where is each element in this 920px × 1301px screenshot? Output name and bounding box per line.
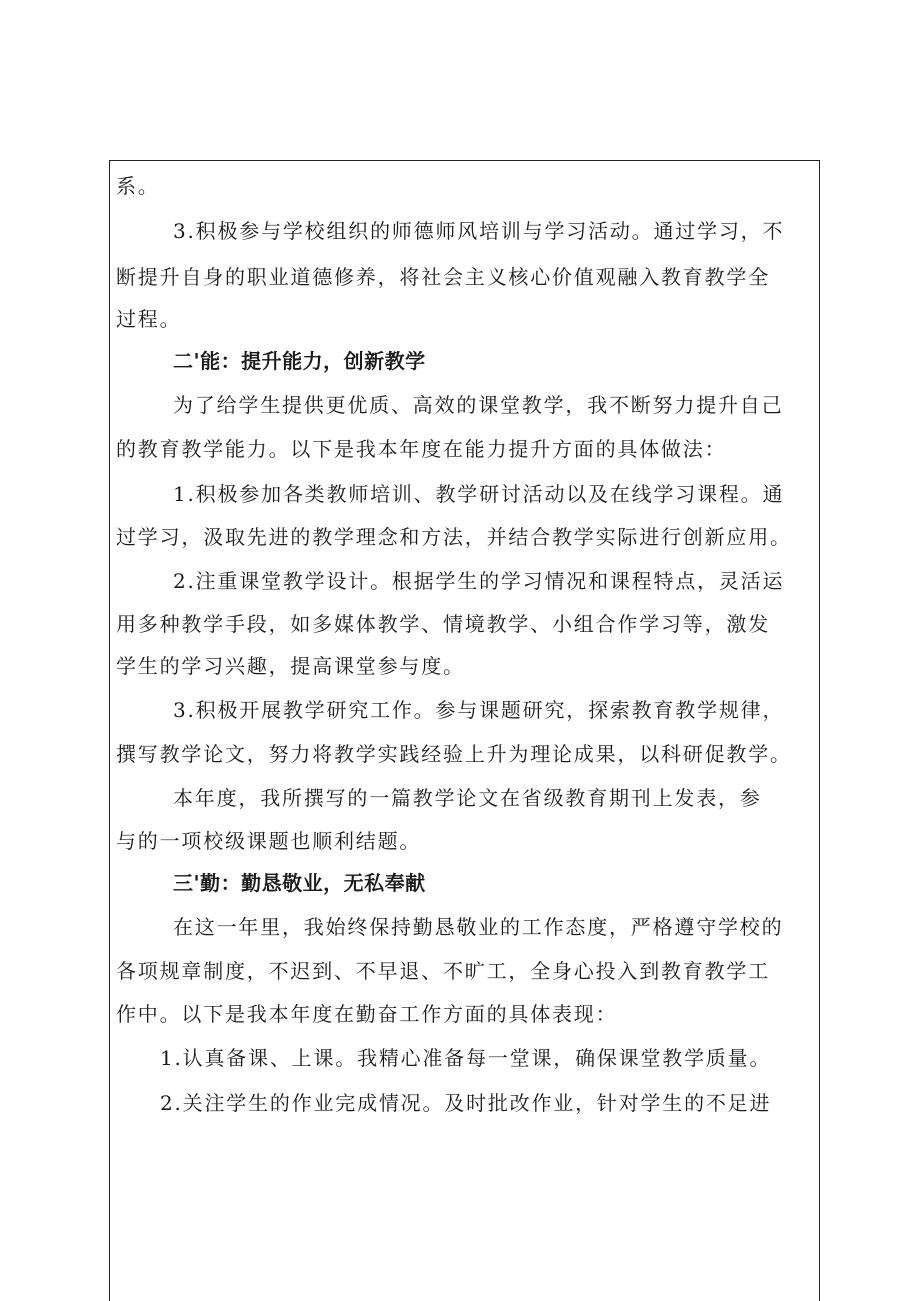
section-heading: 二'能：提升能力，创新教学 [173, 349, 426, 373]
paragraph-line: 2.注重课堂教学设计。根据学生的学习情况和课程特点，灵活运 [173, 569, 785, 593]
paragraph-line: 作中。以下是我本年度在勤奋工作方面的具体表现： [116, 1002, 618, 1026]
paragraph-line: 为了给学生提供更优质、高效的课堂教学，我不断努力提升自己 [173, 393, 784, 417]
paragraph-line: 在这一年里，我始终保持勤恳敬业的工作态度，严格遵守学校的 [173, 915, 784, 939]
paragraph-line: 本年度，我所撰写的一篇教学论文在省级教育期刊上发表，参 [173, 786, 762, 810]
paragraph-line: 各项规章制度，不迟到、不早退、不旷工，全身心投入到教育教学工 [116, 959, 770, 983]
paragraph-line: 2.关注学生的作业完成情况。及时批改作业，针对学生的不足进 [160, 1091, 772, 1115]
paragraph-line: 学生的学习兴趣，提高课堂参与度。 [116, 654, 465, 678]
paragraph-line: 撰写教学论文，努力将教学实践经验上升为理论成果，以科研促教学。 [116, 742, 792, 766]
paragraph-line: 断提升自身的职业道德修养，将社会主义核心价值观融入教育教学全 [116, 265, 770, 289]
section-heading: 三'勤：勤恳敬业，无私奉献 [173, 871, 426, 895]
paragraph-line: 的教育教学能力。以下是我本年度在能力提升方面的具体做法： [116, 437, 727, 461]
paragraph-line: 过程。 [116, 307, 182, 331]
paragraph-line: 用多种教学手段，如多媒体教学、情境教学、小组合作学习等，激发 [116, 612, 770, 636]
paragraph-line: 3.积极开展教学研究工作。参与课题研究，探索教育教学规律， [173, 698, 785, 722]
paragraph-line: 系。 [116, 174, 160, 198]
paragraph-line: 1.认真备课、上课。我精心准备每一堂课，确保课堂教学质量。 [160, 1046, 772, 1070]
paragraph-line: 与的一项校级课题也顺利结题。 [116, 829, 422, 853]
paragraph-line: 3.积极参与学校组织的师德师风培训与学习活动。通过学习，不 [173, 219, 785, 243]
paragraph-line: 1.积极参加各类教师培训、教学研讨活动以及在线学习课程。通 [173, 482, 785, 506]
paragraph-line: 过学习，汲取先进的教学理念和方法，并结合教学实际进行创新应用。 [116, 525, 792, 549]
